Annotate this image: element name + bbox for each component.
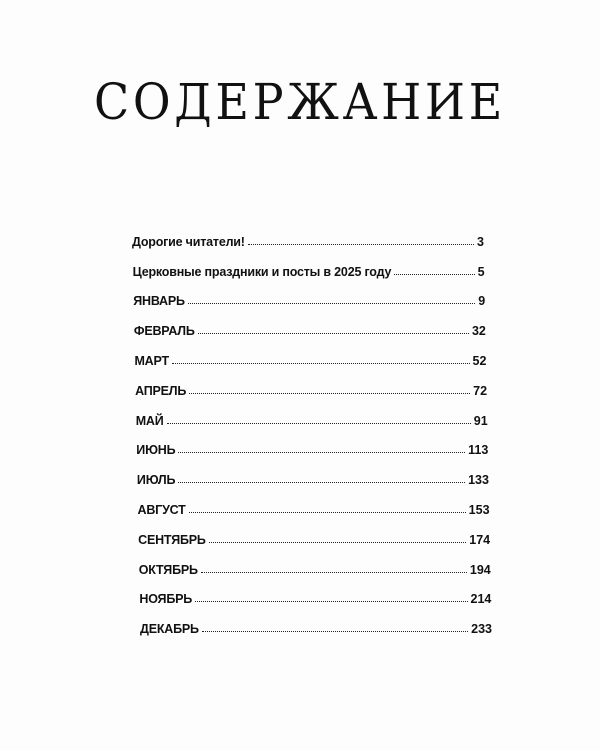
toc-entry bbox=[140, 606, 492, 636]
toc-page-number: 32 bbox=[471, 324, 486, 339]
toc-entry bbox=[134, 308, 486, 338]
toc-entry-inner bbox=[136, 443, 488, 457]
toc-leader-dots bbox=[202, 630, 468, 632]
toc-page-number: 153 bbox=[468, 502, 490, 517]
toc-entry bbox=[135, 368, 487, 398]
toc-entry-label: ФЕВРАЛЬ bbox=[133, 324, 195, 339]
toc-entry-label: МАЙ bbox=[135, 413, 164, 428]
toc-entry-inner bbox=[133, 265, 485, 279]
toc-leader-dots bbox=[188, 302, 475, 304]
toc-entry-inner bbox=[133, 294, 485, 308]
toc-entry bbox=[133, 279, 485, 309]
toc-entry-label: СЕНТЯБРЬ bbox=[138, 532, 206, 547]
toc-leader-dots bbox=[189, 511, 466, 513]
toc-entry-label: ОКТЯБРЬ bbox=[138, 562, 198, 577]
toc-entry bbox=[137, 457, 489, 487]
toc-entry-label: АПРЕЛЬ bbox=[135, 383, 187, 398]
toc-page-number: 133 bbox=[468, 473, 489, 488]
toc-entry-label: ИЮНЬ bbox=[136, 443, 176, 458]
toc-leader-dots bbox=[201, 571, 467, 573]
toc-entry bbox=[139, 577, 491, 607]
toc-leader-dots bbox=[167, 422, 471, 424]
toc-leader-dots bbox=[248, 243, 474, 245]
toc-page-number: 5 bbox=[477, 264, 485, 279]
toc-entry-inner bbox=[138, 533, 490, 547]
toc-leader-dots bbox=[172, 362, 470, 364]
toc-entry-label: Дорогие читатели! bbox=[132, 234, 245, 249]
toc-entry-inner bbox=[134, 324, 486, 338]
toc-entry bbox=[133, 249, 485, 279]
toc-page-number: 52 bbox=[472, 353, 487, 368]
toc-entry-label: АВГУСТ bbox=[137, 502, 186, 517]
toc-entry-inner bbox=[137, 473, 489, 487]
toc-entry bbox=[138, 487, 490, 517]
toc-page-number: 91 bbox=[473, 413, 488, 428]
toc-leader-dots bbox=[178, 481, 465, 483]
toc-page-number: 3 bbox=[477, 234, 484, 249]
toc-entry bbox=[136, 428, 488, 458]
toc-entry-inner bbox=[136, 414, 488, 428]
toc-entry-label: Церковные праздники и посты в 2025 году bbox=[132, 264, 392, 279]
toc-entry-inner bbox=[134, 354, 486, 368]
toc-entry-inner bbox=[135, 384, 487, 398]
toc-page-number: 233 bbox=[471, 622, 492, 637]
toc-entry bbox=[136, 398, 488, 428]
toc-entry-inner bbox=[132, 235, 484, 249]
toc-leader-dots bbox=[209, 541, 467, 543]
toc-leader-dots bbox=[394, 273, 474, 275]
toc-page-number: 113 bbox=[468, 443, 489, 458]
toc-entry-label: НОЯБРЬ bbox=[139, 592, 193, 607]
toc-entry-label: ЯНВАРЬ bbox=[133, 294, 185, 309]
toc-leader-dots bbox=[178, 451, 465, 453]
toc-entry-inner bbox=[139, 563, 491, 577]
toc-entry-inner bbox=[139, 592, 491, 606]
toc-page-number: 72 bbox=[473, 383, 488, 398]
toc-entry bbox=[138, 517, 490, 547]
toc-entry-label: ИЮЛЬ bbox=[136, 473, 176, 488]
toc-leader-dots bbox=[189, 392, 470, 394]
toc-page-number: 9 bbox=[478, 294, 486, 309]
toc-entry-inner bbox=[140, 622, 492, 636]
toc-page-number: 174 bbox=[469, 532, 491, 547]
toc-page-number: 194 bbox=[469, 562, 491, 577]
toc-entry-label: ДЕКАБРЬ bbox=[140, 622, 199, 637]
toc-page-number: 214 bbox=[470, 592, 492, 607]
toc-entry-inner bbox=[138, 503, 490, 517]
toc-entry bbox=[132, 219, 484, 249]
toc-leader-dots bbox=[198, 332, 469, 334]
table-of-contents bbox=[0, 219, 600, 636]
toc-entry bbox=[134, 338, 486, 368]
toc-entry bbox=[139, 547, 491, 577]
page-title: СОДЕРЖАНИЕ bbox=[94, 72, 506, 131]
toc-leader-dots bbox=[195, 600, 467, 602]
toc-entry-label: МАРТ bbox=[134, 353, 169, 368]
